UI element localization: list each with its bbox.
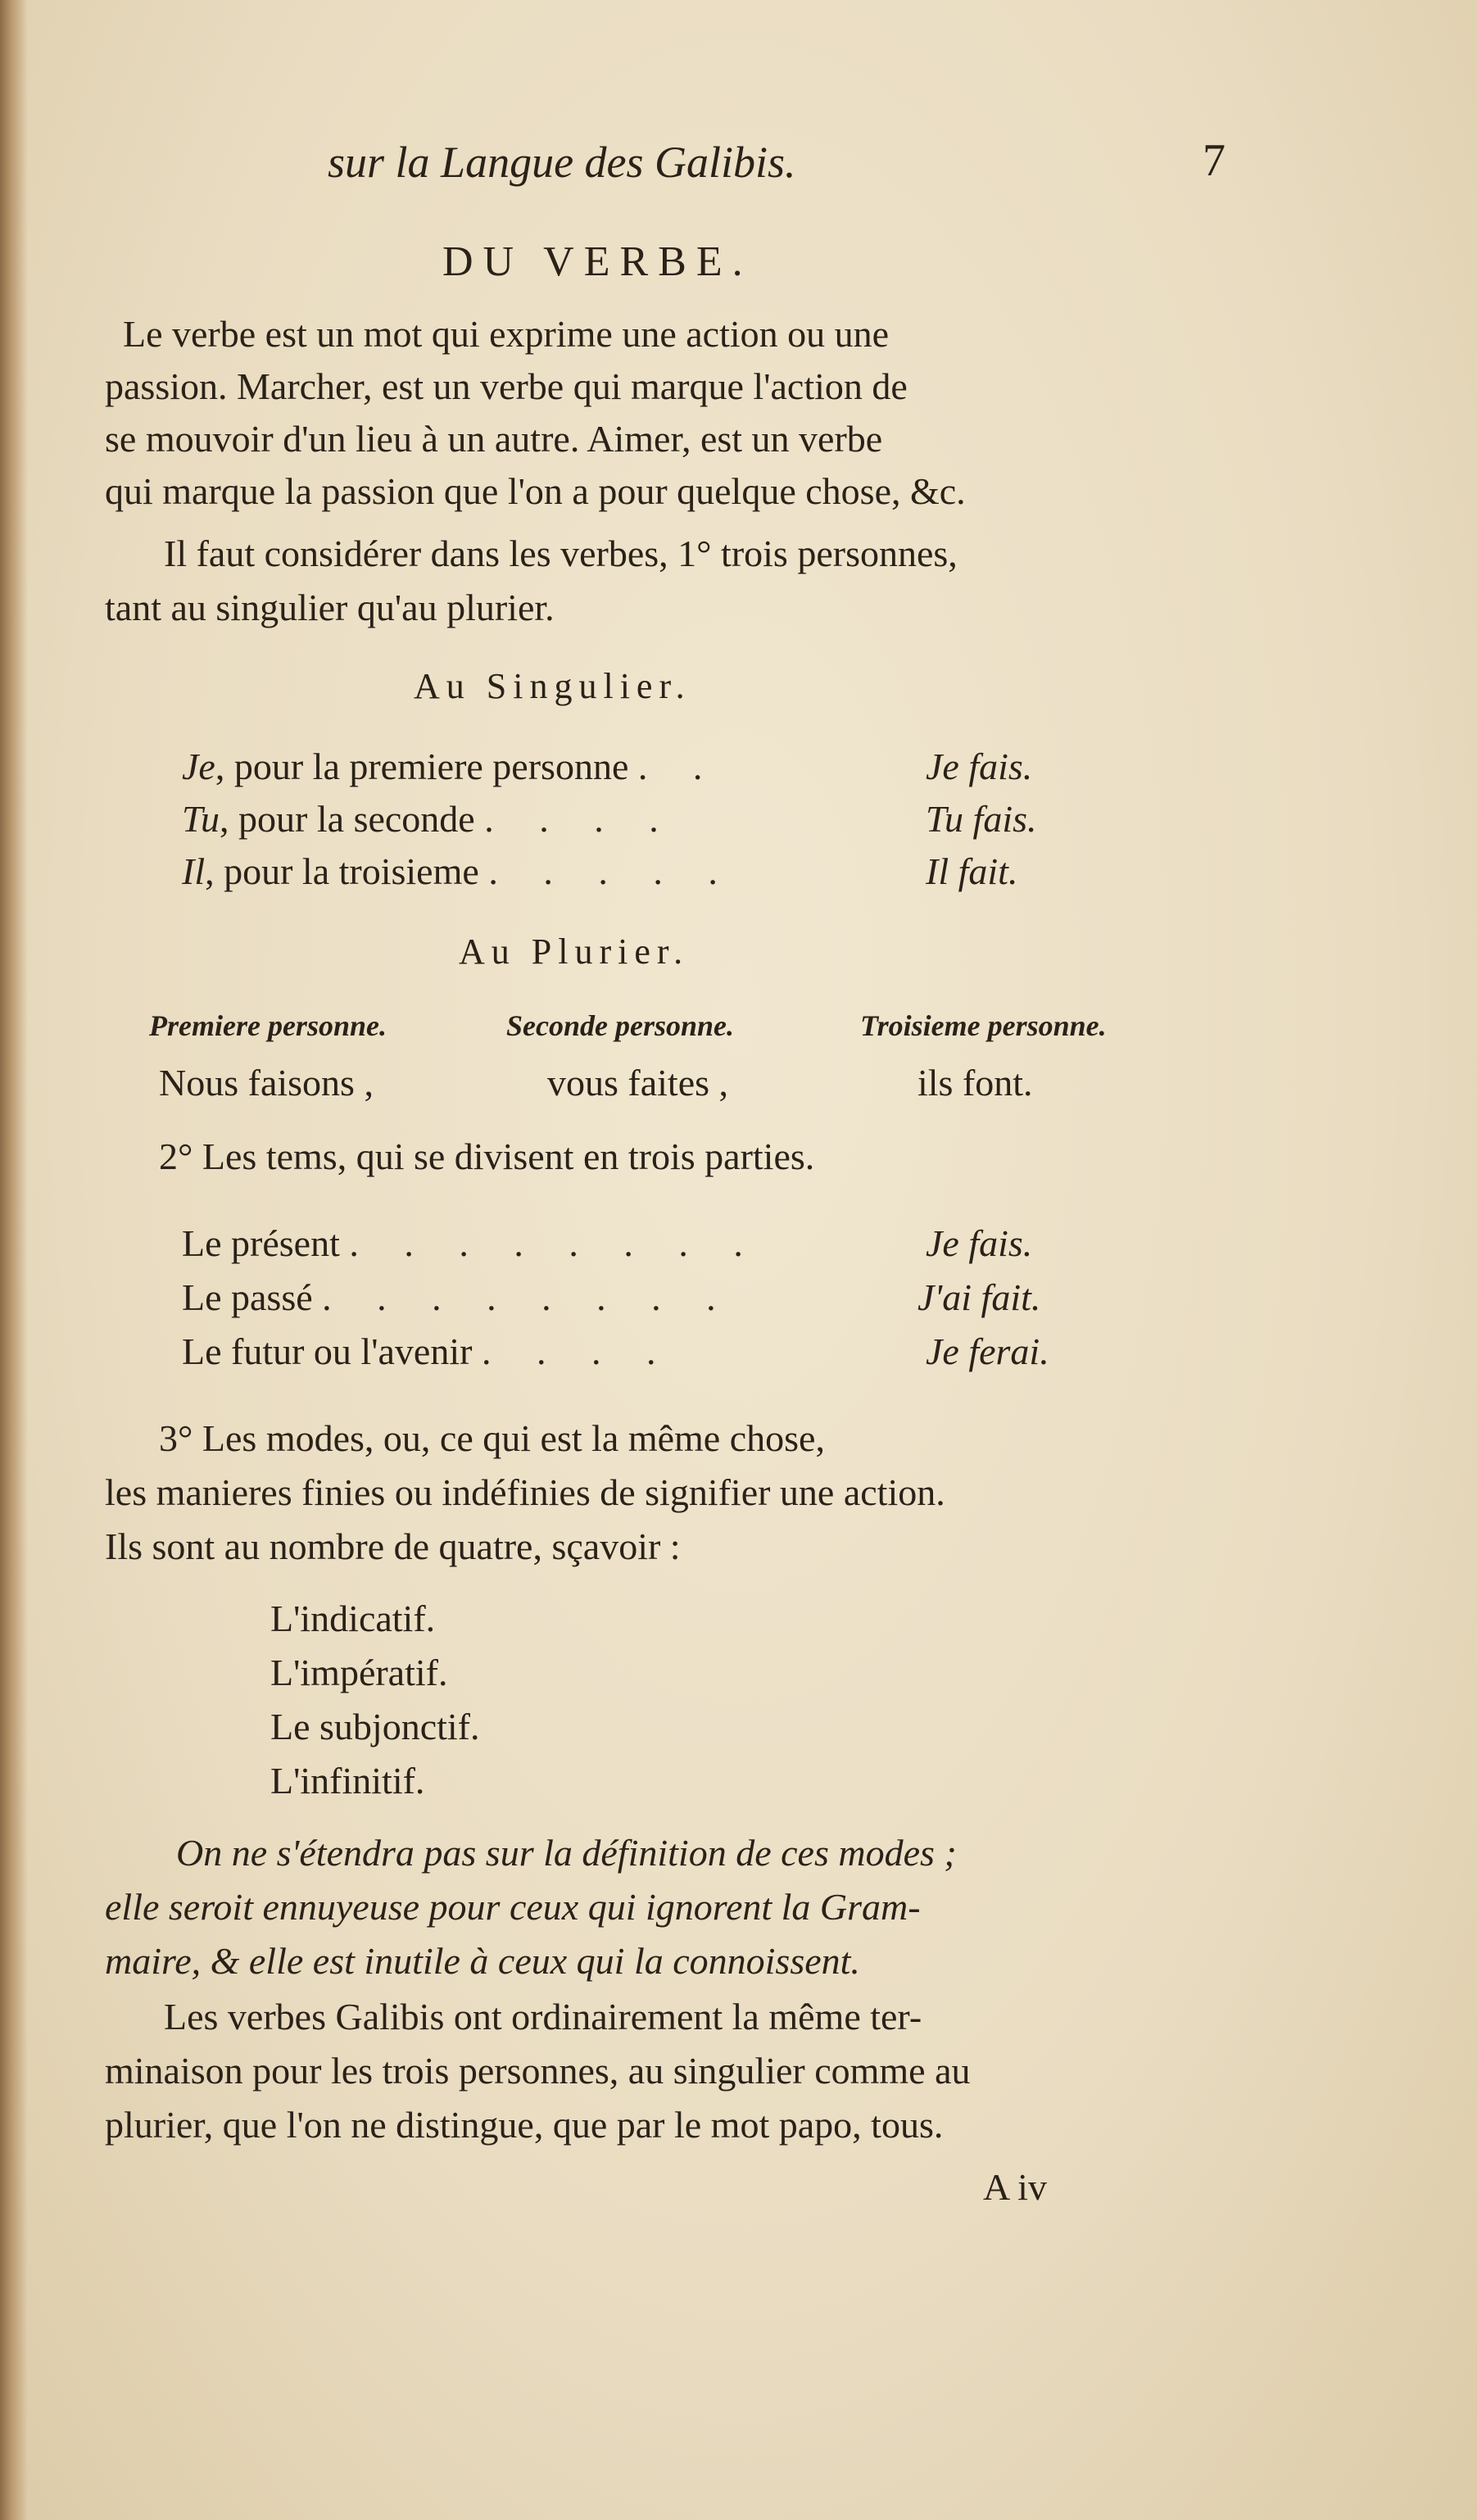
page-gutter — [0, 0, 28, 2520]
singulier-row-2 — [182, 795, 677, 844]
row-label: , pour la seconde — [220, 798, 475, 840]
section-title: DU VERBE. — [442, 238, 753, 285]
mode-item-3: Le subjonctif. — [270, 1706, 480, 1747]
leader-dots: . . — [637, 746, 721, 787]
note-line-3: maire, & elle est inutile à ceux qui la connoissent. — [105, 1940, 860, 1982]
mode-item-4: L'infinitif. — [270, 1760, 425, 1802]
running-title: sur la Langue des Galibis. — [328, 138, 796, 187]
plurier-form-2: vous faites , — [547, 1062, 729, 1104]
plurier-col-2: Seconde personne. — [506, 1009, 734, 1042]
row-label: Le présent — [182, 1222, 340, 1264]
intro-line-4: qui marque la passion que l'on a pour quelque chose, &c. — [105, 470, 966, 512]
modes-intro-2: les manieres finies ou indéfinies de signifier une action. — [105, 1471, 945, 1513]
page-number: 7 — [1203, 135, 1226, 186]
singulier-form-1: Je fais. — [926, 746, 1033, 787]
intro-line-5: Il faut considérer dans les verbes, 1° trois personnes, — [164, 533, 958, 574]
leader-dots: . . . . — [481, 1330, 674, 1372]
tems-form-3: Je ferai. — [926, 1330, 1049, 1372]
leader-dots: . . . . — [484, 798, 677, 840]
pronoun: Tu — [182, 798, 220, 840]
tems-row-1 — [182, 1219, 761, 1268]
modes-intro-1: 3° Les modes, ou, ce qui est la même chose, — [159, 1417, 825, 1459]
leader-dots: . . . . . — [488, 850, 736, 892]
note-line-1: On ne s'étendra pas sur la définition de ces modes ; — [176, 1832, 957, 1874]
closing-line-3: plurier, que l'on ne distingue, que par le mot papo, tous. — [105, 2104, 944, 2146]
pronoun: Il — [182, 850, 206, 892]
singulier-form-3: Il fait. — [926, 850, 1018, 892]
singulier-heading: Au Singulier. — [414, 666, 691, 706]
singulier-row-3 — [182, 847, 736, 896]
leader-dots: . . . . . . . . — [322, 1276, 734, 1318]
plurier-col-3: Troisieme personne. — [860, 1009, 1107, 1042]
mode-item-1: L'indicatif. — [270, 1598, 436, 1639]
tems-form-1: Je fais. — [926, 1222, 1033, 1264]
closing-line-1: Les verbes Galibis ont ordinairement la même ter- — [164, 1996, 922, 2037]
pronoun: Je — [182, 746, 215, 787]
row-label: Le passé — [182, 1276, 313, 1318]
tems-form-2: J'ai fait. — [917, 1276, 1041, 1318]
closing-line-2: minaison pour les trois personnes, au singulier comme au — [105, 2050, 971, 2092]
leader-dots: . . . . . . . . — [349, 1222, 761, 1264]
tems-row-2 — [182, 1273, 734, 1322]
plurier-col-1: Premiere personne. — [149, 1009, 387, 1042]
row-label: , pour la premiere personne — [215, 746, 629, 787]
tems-row-3 — [182, 1327, 673, 1376]
row-label: , pour la troisieme — [205, 850, 479, 892]
intro-line-6: tant au singulier qu'au plurier. — [105, 587, 555, 628]
mode-item-2: L'impératif. — [270, 1652, 448, 1693]
plurier-form-3: ils font. — [917, 1062, 1033, 1104]
intro-line-2: passion. Marcher, est un verbe qui marque l'action de — [105, 365, 908, 407]
modes-intro-3: Ils sont au nombre de quatre, sçavoir : — [105, 1525, 681, 1567]
row-label: Le futur ou l'avenir — [182, 1330, 473, 1372]
intro-line-3: se mouvoir d'un lieu à un autre. Aimer, est un verbe — [105, 418, 883, 460]
intro-line-1: Le verbe est un mot qui exprime une action ou une — [123, 313, 890, 355]
signature-mark: A iv — [983, 2166, 1047, 2208]
tems-intro: 2° Les tems, qui se divisent en trois parties. — [159, 1135, 815, 1177]
plurier-form-1: Nous faisons , — [159, 1062, 374, 1104]
note-line-2: elle seroit ennuyeuse pour ceux qui ignorent la Gram- — [105, 1886, 921, 1928]
plurier-heading: Au Plurier. — [459, 931, 690, 972]
singulier-row-1 — [182, 742, 720, 791]
singulier-form-2: Tu fais. — [926, 798, 1037, 840]
